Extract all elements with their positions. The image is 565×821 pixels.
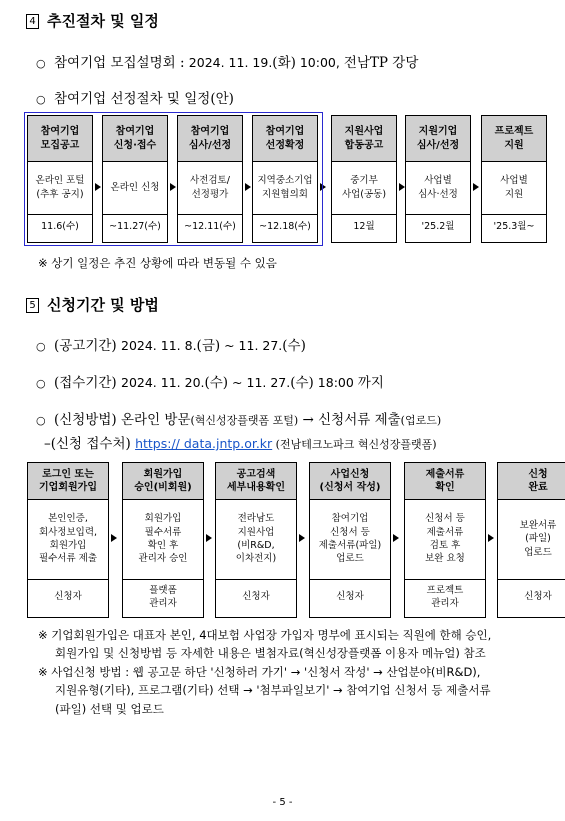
- flow-step-description: 사업별 지원: [482, 161, 546, 215]
- flow-step: [497, 462, 565, 618]
- flow-step-footer: 11.6(수): [41, 221, 79, 233]
- flow-step-footer: 12월: [353, 221, 375, 233]
- flow-arrow-icon: [206, 534, 212, 542]
- flow-step-title: 공고검색 세부내용확인: [216, 463, 296, 500]
- flow-step: [481, 115, 547, 243]
- flow-step-description: 온라인 신청: [103, 161, 167, 215]
- flow-step-title: 로그인 또는 기업회원가입: [28, 463, 108, 500]
- flow-arrow-icon: [299, 534, 305, 542]
- section-title: 신청기간 및 방법: [47, 296, 159, 314]
- note-application-method-cont2: (파일) 선택 및 업로드: [55, 701, 164, 716]
- flow-arrow-icon: [473, 183, 479, 191]
- flow-step: [309, 462, 391, 618]
- flow-step-description: 사전검토/ 선정평가: [178, 161, 242, 215]
- flow-step-description: 본인인증, 회사정보입력, 회원가입 필수서류 제출: [28, 499, 108, 580]
- section-number-box: 5: [26, 298, 39, 313]
- flow-step: [122, 462, 204, 618]
- bullet-application-period: ○ (접수기간) 2024. 11. 20.(수) ~ 11. 27.(수) 18:00 까지: [36, 375, 384, 391]
- notes-block: [38, 626, 558, 718]
- flow-step-footer: 신청자: [336, 591, 364, 603]
- flow-step-description: 전라남도 지원사업 (비R&D, 이차전지): [216, 499, 296, 580]
- flow-arrow-icon: [488, 534, 494, 542]
- page-number: - 5 -: [272, 797, 293, 808]
- flow-step: [215, 462, 297, 618]
- flow-step-description: 신청서 등 제출서류 검토 후 보완 요청: [405, 499, 485, 580]
- flow-step: [405, 115, 471, 243]
- section-4-heading: [26, 10, 159, 31]
- flow-step-title: 참여기업 모집공고: [28, 116, 92, 162]
- flow-step-description: 온라인 포털 (추후 공지): [28, 161, 92, 215]
- note-application-method: ※ 사업신청 방법 : 웹 공고문 하단 '신청하러 가기' → '신청서 작성' → 산업분야(비R&D),: [38, 664, 481, 679]
- flow-step-footer: ~12.11(수): [184, 221, 236, 233]
- section-5-heading: [26, 294, 159, 315]
- flow-step-title: 참여기업 심사/선정: [178, 116, 242, 162]
- flow-step-description: 회원가입 필수서류 확인 후 관리자 승인: [123, 499, 203, 580]
- flow-step-footer: ~12.18(수): [259, 221, 311, 233]
- flow-step: [331, 115, 397, 243]
- flow-arrow-icon: [393, 534, 399, 542]
- flow-step: [404, 462, 486, 618]
- flow-step-description: 사업별 심사·선정: [406, 161, 470, 215]
- flow-step-description: 참여기업 신청서 등 제출서류(파일) 업로드: [310, 499, 390, 580]
- flow-step: [27, 462, 109, 618]
- flow-step-title: 참여기업 선정확정: [253, 116, 317, 162]
- bullet-selection-process: ○ 참여기업 선정절차 및 일정(안): [36, 91, 234, 107]
- flow-step-title: 프로젝트 지원: [482, 116, 546, 162]
- jntp-stage-frame: [24, 112, 323, 246]
- flow-step-title: 신청 완료: [498, 463, 565, 500]
- bullet-application-method: ○ (신청방법) 온라인 방문(혁신성장플랫폼 포털) → 신청서류 제출(업로드): [36, 412, 442, 428]
- note-application-method-cont: 지원유형(기타), 프로그램(기타) 선택 → '첨부파일보기' → 참여기업 신청서 등 제출서류: [55, 683, 491, 698]
- flow-step-footer: 프로젝트 관리자: [426, 584, 464, 609]
- flow-step-description: 중기부 사업(공동): [332, 161, 396, 215]
- flow-step-footer: ~11.27(수): [109, 221, 161, 233]
- flow-step-footer: '25.3월~: [493, 221, 535, 233]
- section-number-box: 4: [26, 14, 39, 29]
- flow-step-footer: '25.2월: [421, 221, 455, 233]
- flow-step-footer: 플랫폼 관리자: [149, 584, 177, 609]
- flow-step-description: 지역중소기업 지원협의회: [253, 161, 317, 215]
- flow-step-footer: 신청자: [242, 591, 270, 603]
- flow-step-title: 회원가입 승인(비회원): [123, 463, 203, 500]
- bullet-announcement-period: ○ (공고기간) 2024. 11. 8.(금) ~ 11. 27.(수): [36, 338, 306, 354]
- bullet-application-site: –(신청 접수처) https:// data.jntp.or.kr (전남테크노파크 혁신성장플랫폼): [44, 436, 437, 452]
- flow-step-title: 참여기업 신청·접수: [103, 116, 167, 162]
- flow-step-footer: 신청자: [54, 591, 82, 603]
- flow-step-footer: 신청자: [524, 591, 552, 603]
- note-membership-cont: 회원가입 및 신청방법 등 자세한 내용은 별첨자료(혁신성장플랫폼 이용자 메뉴얼) 참조: [55, 646, 486, 661]
- section-title: 추진절차 및 일정: [47, 12, 159, 30]
- flow-step-description: 보완서류 (파일) 업로드: [498, 499, 565, 580]
- platform-link[interactable]: https:// data.jntp.or.kr: [135, 436, 273, 451]
- flow-step-title: 제출서류 확인: [405, 463, 485, 500]
- flow-step-title: 지원기업 심사/선정: [406, 116, 470, 162]
- flow-arrow-icon: [111, 534, 117, 542]
- flow-step-title: 사업신청 (신청서 작성): [310, 463, 390, 500]
- schedule-note: ※ 상기 일정은 추진 상황에 따라 변동될 수 있음: [38, 256, 277, 270]
- bullet-briefing: ○ 참여기업 모집설명회 : 2024. 11. 19.(화) 10:00, 전남TP 강당: [36, 55, 419, 71]
- note-membership: ※ 기업회원가입은 대표자 본인, 4대보험 사업장 가입자 명부에 표시되는 직원에 한해 승인,: [38, 628, 492, 642]
- flow-step-title: 지원사업 합동공고: [332, 116, 396, 162]
